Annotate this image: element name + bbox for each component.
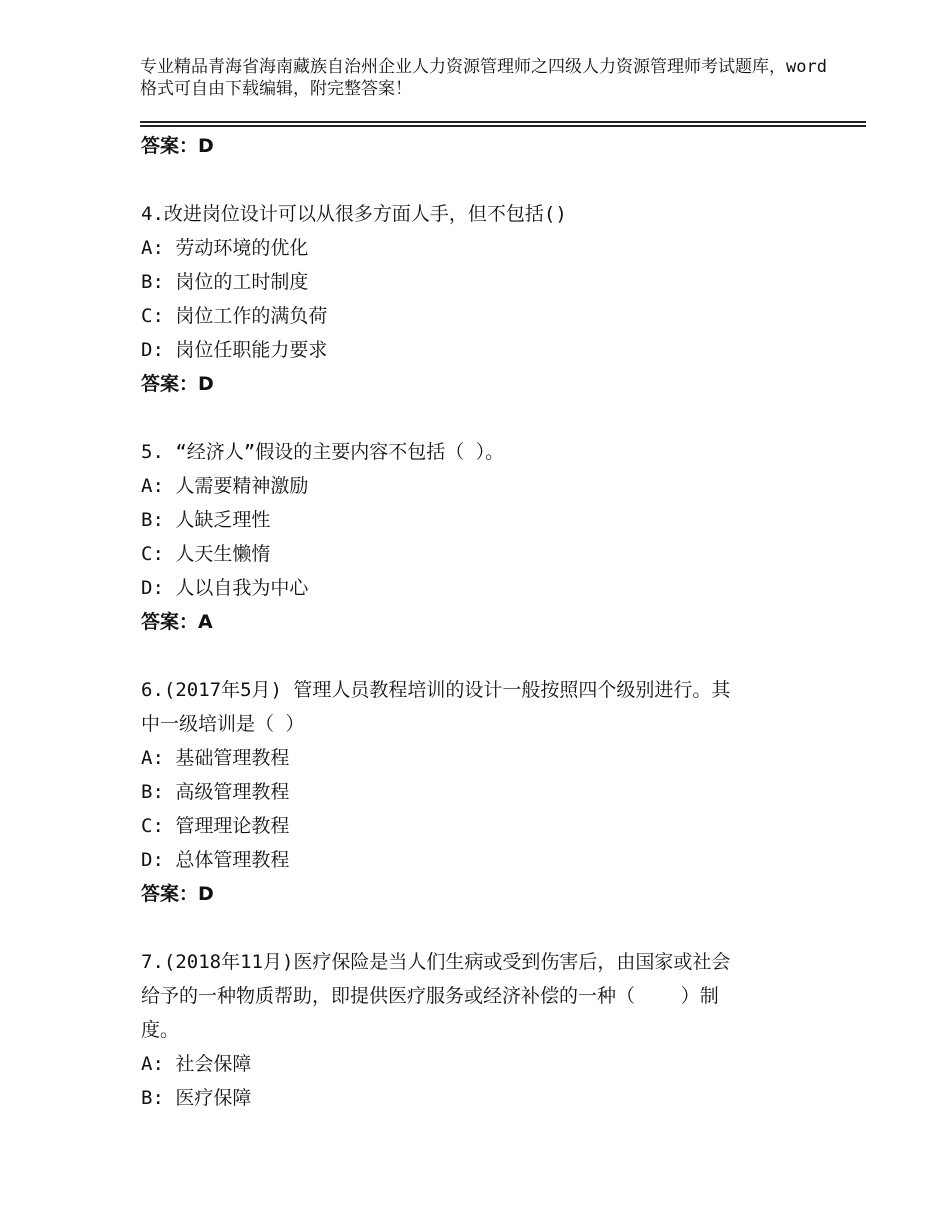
option-a: A: 基础管理教程 (141, 747, 290, 769)
option-c: C: 人天生懒惰 (141, 543, 271, 565)
question-stem: 4.改进岗位设计可以从很多方面人手，但不包括() (141, 203, 567, 225)
header-rule-top (140, 121, 866, 123)
header-rule-bottom (140, 125, 866, 127)
question-stem-continued: 给予的一种物质帮助，即提供医疗服务或经济补偿的一种（ ）制 (141, 985, 719, 1007)
option-b: B: 岗位的工时制度 (141, 271, 309, 293)
question-6 (141, 673, 821, 911)
question-stem-continued: 中一级培训是（ ） (141, 713, 305, 735)
option-d: D: 岗位任职能力要求 (141, 339, 328, 361)
question-stem: 5. “经济人”假设的主要内容不包括（ ）。 (141, 441, 505, 463)
option-b: B: 人缺乏理性 (141, 509, 271, 531)
option-d: D: 总体管理教程 (141, 849, 290, 871)
question-list (141, 129, 821, 1115)
option-b: B: 高级管理教程 (141, 781, 290, 803)
document-header: 专业精品青海省海南藏族自治州企业人力资源管理师之四级人力资源管理师考试题库，word格式可自由下载编辑，附完整答案！ (140, 57, 827, 99)
answer-line: 答案：D (141, 373, 214, 395)
option-a: A: 劳动环境的优化 (141, 237, 309, 259)
question-4 (141, 197, 821, 401)
option-a: A: 人需要精神激励 (141, 475, 309, 497)
question-5 (141, 435, 821, 639)
question-stem: 6.(2017年5月) 管理人员教程培训的设计一般按照四个级别进行。其 (141, 679, 731, 701)
answer-line: 答案：D (141, 135, 214, 157)
question-stem-continued: 度。 (141, 1019, 180, 1041)
answer-line: 答案：A (141, 611, 213, 633)
question-7 (141, 945, 821, 1115)
answer-line: 答案：D (141, 883, 214, 905)
question-stem: 7.(2018年11月)医疗保险是当人们生病或受到伤害后，由国家或社会 (141, 951, 731, 973)
option-b: B: 医疗保障 (141, 1087, 252, 1109)
option-c: C: 管理理论教程 (141, 815, 290, 837)
option-a: A: 社会保障 (141, 1053, 252, 1075)
option-c: C: 岗位工作的满负荷 (141, 305, 328, 327)
option-d: D: 人以自我为中心 (141, 577, 309, 599)
